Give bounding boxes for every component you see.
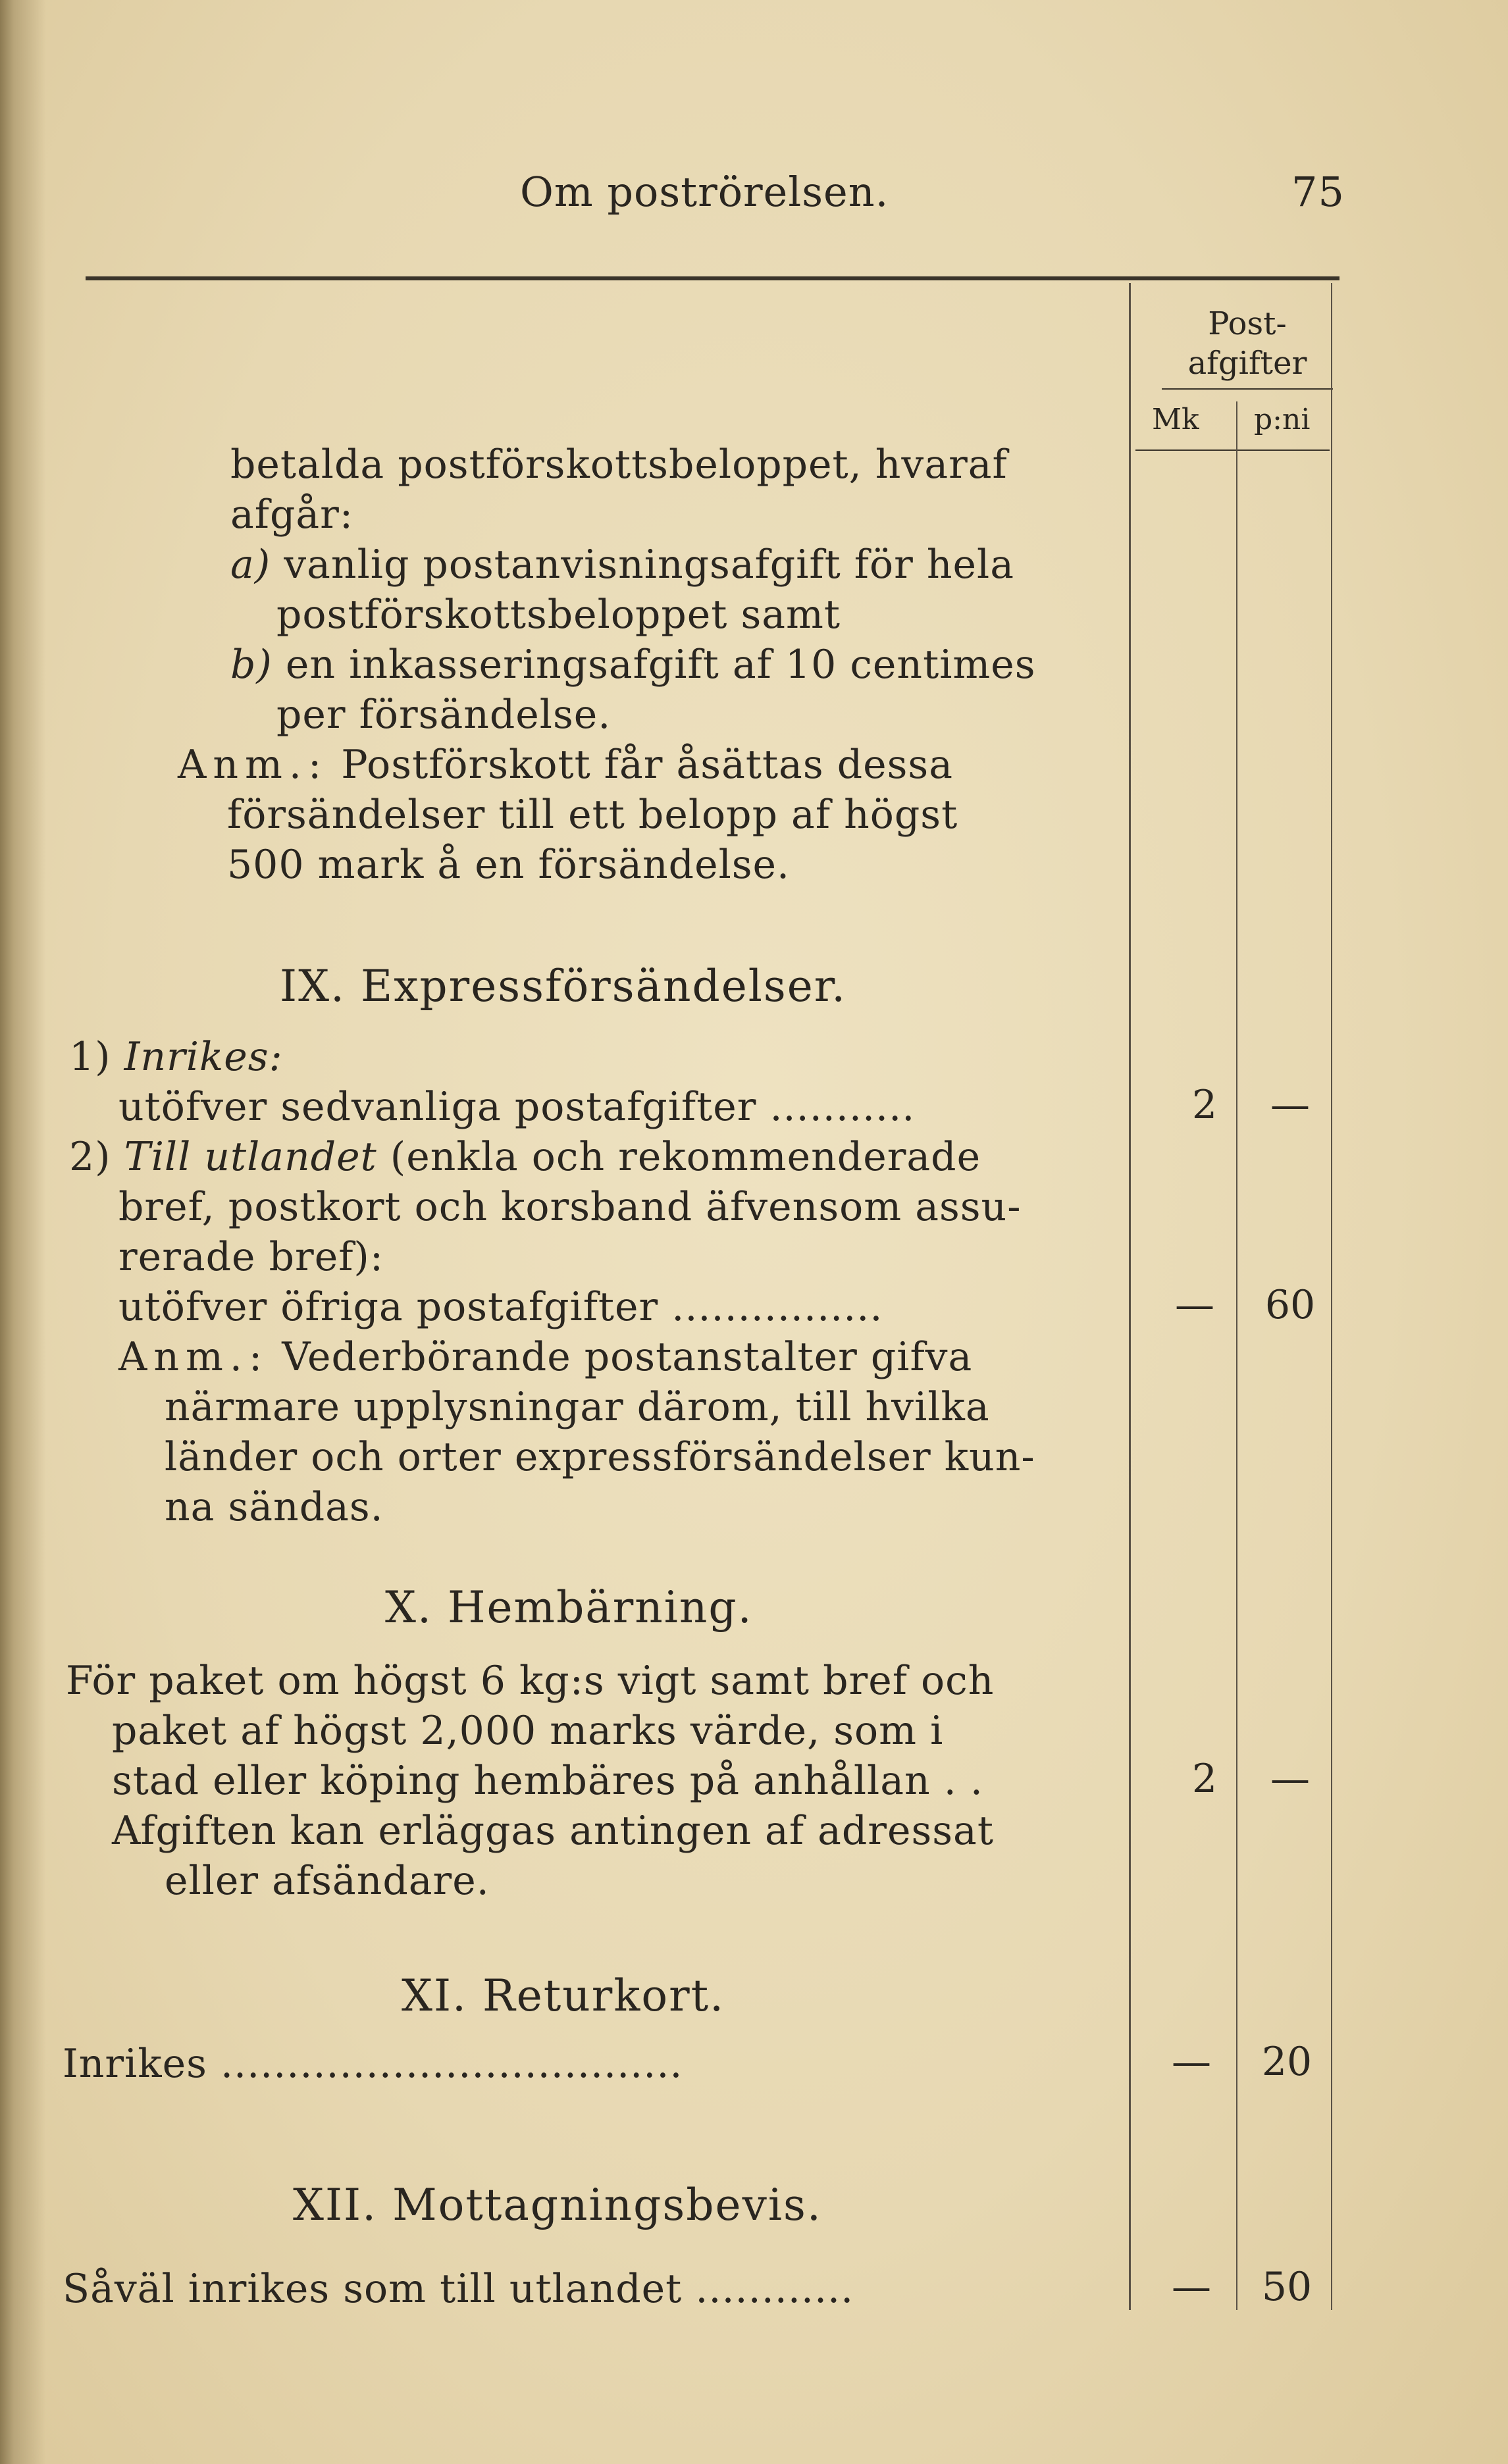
item-b-marker: b) [230, 642, 273, 688]
x-line-3: stad eller köping hembäres på anhållan . . [112, 1758, 983, 1804]
ix-item-2-number: 2) [69, 1134, 111, 1180]
ix-anm-line-2: närmare upplysningar därom, till hvilka [165, 1384, 990, 1430]
ix-anm-line-4: na sändas. [165, 1484, 384, 1530]
section-xii-title: XII. Mottagningsbevis. [293, 2180, 822, 2230]
fee-sub-divider [1135, 449, 1330, 451]
x-line-4: Afgiften kan erläggas antingen af adressat [112, 1808, 994, 1854]
section-xi-title: XI. Returkort. [402, 1970, 725, 2021]
fee-sub-pni: p:ni [1254, 403, 1311, 436]
ix-item-1-number: 1) [69, 1034, 111, 1080]
mk-pni-divider [1236, 401, 1237, 2310]
xi-mk: — [1172, 2039, 1211, 2085]
intro-line-8: försändelser till ett belopp af högst [227, 792, 958, 838]
xii-line: Såväl inrikes som till utlandet ............ [63, 2266, 854, 2312]
running-title: Om poströrelsen. [520, 168, 889, 216]
x-line-1: För paket om högst 6 kg:s vigt samt bref och [66, 1658, 995, 1704]
ix-item-2-pni: 60 [1264, 1282, 1316, 1328]
x-line-5: eller afsändare. [165, 1858, 490, 1904]
ix-item-1-pni: — [1270, 1082, 1310, 1128]
fee-column-title-2: afgifter [1187, 345, 1307, 382]
ix-anm [118, 1332, 972, 1382]
fee-column-title-1: Post- [1208, 305, 1287, 342]
ix-item-2-label: Till utlandet [124, 1134, 377, 1180]
anm-label: Anm.: [178, 742, 328, 788]
ix-anm-line-3: länder och orter expressförsändelser kun- [165, 1434, 1035, 1480]
ix-anm-text: Vederbörande postanstalter gifva [269, 1334, 973, 1380]
item-a-text: vanlig postanvisningsafgift för hela [271, 542, 1014, 588]
intro-anm [178, 740, 953, 790]
page-number: 75 [1291, 168, 1345, 216]
item-a-marker: a) [230, 542, 271, 588]
xii-pni: 50 [1261, 2264, 1313, 2310]
ix-item-1 [69, 1032, 283, 1082]
ix-item-1-line: utöfver sedvanliga postafgifter ........... [118, 1084, 916, 1130]
ix-item-2-line-2: bref, postkort och korsband äfvensom assu- [118, 1184, 1022, 1230]
intro-line-6: per försändelse. [276, 692, 611, 738]
ix-item-2-line-4: utöfver öfriga postafgifter ................ [118, 1284, 883, 1330]
xi-pni: 20 [1261, 2039, 1313, 2085]
intro-line-9: 500 mark å en försändelse. [227, 842, 791, 888]
section-ix-title: IX. Expressförsändelser. [280, 961, 847, 1012]
ix-item-2-mk: — [1175, 1282, 1214, 1328]
header-rule [86, 276, 1339, 280]
intro-line-2: afgår: [230, 492, 354, 538]
ix-item-1-mk: 2 [1191, 1082, 1218, 1128]
intro-line-a [230, 540, 1014, 590]
ix-anm-label: Anm.: [118, 1334, 269, 1380]
xi-line: Inrikes ................................... [63, 2041, 683, 2087]
x-line-2: paket af högst 2,000 marks värde, som i [112, 1708, 944, 1754]
intro-line-b [230, 640, 1036, 690]
text-column-divider [1129, 283, 1131, 2310]
anm-text: Postförskott får åsättas dessa [328, 742, 953, 788]
xii-mk: — [1172, 2264, 1211, 2310]
ix-item-1-label: Inrikes: [124, 1034, 283, 1080]
ix-item-2-rest: (enkla och rekommenderade [377, 1134, 981, 1180]
x-mk: 2 [1191, 1756, 1218, 1802]
item-b-text: en inkasseringsafgift af 10 centimes [272, 642, 1036, 688]
section-x-title: X. Hembärning. [385, 1582, 753, 1633]
x-pni: — [1270, 1756, 1310, 1802]
fee-sub-mk: Mk [1152, 403, 1199, 436]
intro-line-1: betalda postförskottsbeloppet, hvaraf [230, 442, 1008, 488]
fee-header-divider [1162, 388, 1333, 390]
ix-item-2-line-3: rerade bref): [118, 1234, 384, 1280]
ix-item-2 [69, 1132, 981, 1182]
intro-line-4: postförskottsbeloppet samt [276, 592, 841, 638]
